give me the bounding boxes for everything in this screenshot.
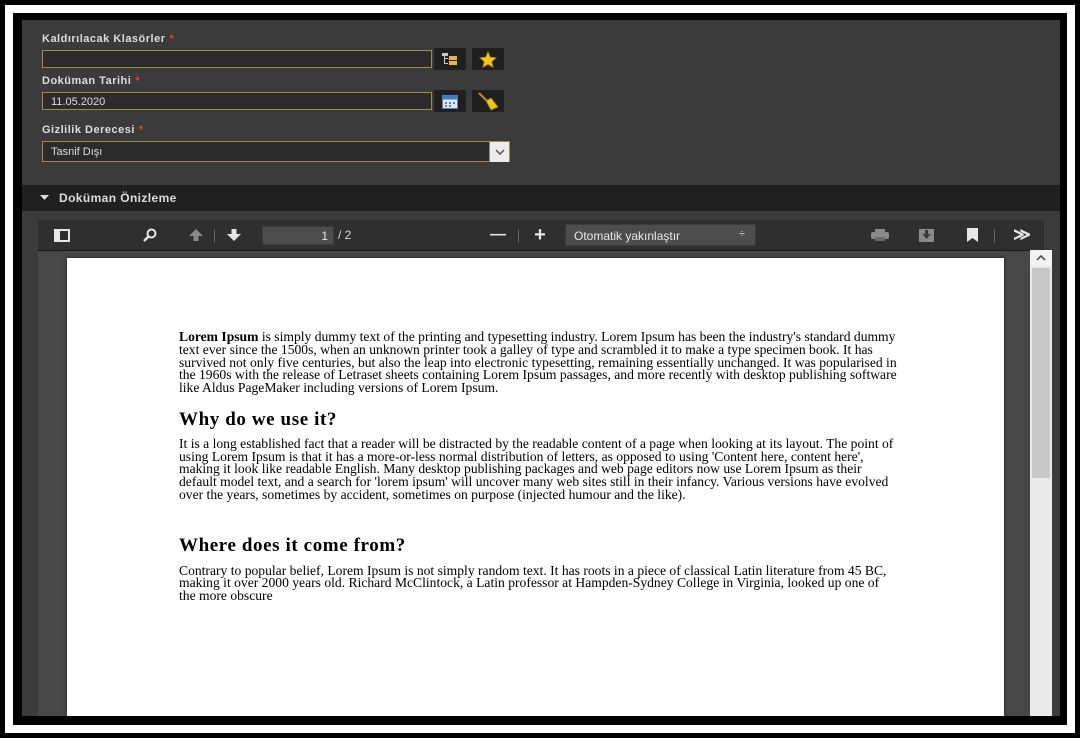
document-form-panel xyxy=(22,20,1060,716)
pdf-viewer xyxy=(38,220,1044,716)
next-page-button[interactable] xyxy=(222,220,246,250)
folder-tree-icon xyxy=(442,52,458,66)
page-number-input[interactable]: 1 xyxy=(262,226,334,245)
chevron-down-icon xyxy=(495,149,505,155)
bookmark-button[interactable] xyxy=(960,220,984,250)
document-content xyxy=(179,331,899,603)
print-button[interactable] xyxy=(868,220,892,250)
toolbar-separator xyxy=(994,229,995,243)
folders-input[interactable] xyxy=(42,50,432,68)
previous-page-button[interactable] xyxy=(184,220,208,250)
privacy-label: Gizlilik Derecesi * xyxy=(42,124,144,136)
broom-icon xyxy=(477,91,499,111)
arrow-down-icon xyxy=(226,228,242,242)
date-input[interactable]: 11.05.2020 xyxy=(42,92,432,110)
paragraph-intro: Lorem Ipsum is simply dummy text of the printing and typesetting industry. Lorem Ipsum has been the industry's standard dummy text ever since the 1500s, when an unknown printer took a galley of type and scrambled it to make a type specimen book. It has survived not only five centuries, but also the leap into electronic typesetting, remaining essentially unchanged. It was popularised in the 1960s with the release of Letraset sheets containing Lorem Ipsum passages, and more recently with desktop publishing software like Aldus PageMaker including versions of Lorem Ipsum. xyxy=(179,329,897,396)
search-icon xyxy=(143,228,157,242)
toolbar-separator xyxy=(214,229,215,243)
sidebar-toggle-button[interactable] xyxy=(50,220,74,250)
privacy-select[interactable]: Tasnif Dışı xyxy=(42,141,510,162)
heading-why: Why do we use it? xyxy=(179,408,337,430)
date-label: Doküman Tarihi * xyxy=(42,75,141,87)
chevron-down-button[interactable] xyxy=(489,142,509,162)
bookmark-icon xyxy=(967,228,978,242)
scroll-up-icon xyxy=(1036,255,1046,261)
star-icon xyxy=(479,51,497,68)
scrollbar-thumb[interactable] xyxy=(1032,268,1050,478)
download-icon xyxy=(919,228,934,242)
folders-label: Kaldırılacak Klasörler * xyxy=(42,33,175,45)
sidebar-toggle-icon xyxy=(54,229,70,242)
calendar-icon xyxy=(442,94,458,109)
zoom-in-button[interactable]: + xyxy=(534,223,546,246)
favorites-button[interactable] xyxy=(472,48,504,70)
toolbar-separator xyxy=(518,229,519,243)
pdf-page xyxy=(67,258,1004,716)
zoom-select[interactable]: Otomatik yakınlaştır ÷ xyxy=(565,224,756,246)
scroll-up-button[interactable] xyxy=(1030,250,1052,266)
folder-tree-button[interactable] xyxy=(434,48,466,70)
preview-section-header[interactable] xyxy=(22,185,1060,211)
select-caret-icon: ÷ xyxy=(738,228,745,240)
paragraph-why: It is a long established fact that a reader will be distracted by the readable content of a page when looking at its layout. The point of using Lorem Ipsum is that it has a more-or-less normal distribution of letters, as opposed to using 'Content here, content here', making it look like readable English. Many desktop publishing packages and web page editors now use Lorem Ipsum as their default model text, and a search for 'lorem ipsum' will uncover many web sites still in their infancy. Various versions have evolved over the years, sometimes by accident, sometimes on purpose (injected humour and the like). xyxy=(179,435,894,502)
find-button[interactable] xyxy=(138,220,162,250)
heading-where: Where does it come from? xyxy=(179,534,406,556)
pdf-toolbar xyxy=(38,220,1044,251)
download-button[interactable] xyxy=(914,220,938,250)
caret-down-icon xyxy=(40,195,49,201)
print-icon xyxy=(871,229,889,241)
preview-section-title: Doküman Önizleme xyxy=(59,191,177,205)
vertical-scrollbar[interactable] xyxy=(1030,250,1052,716)
page-count: / 2 xyxy=(338,228,352,242)
zoom-out-button[interactable]: — xyxy=(490,226,506,243)
paragraph-where: Contrary to popular belief, Lorem Ipsum is not simply random text. It has roots in a piece of classical Latin literature from 45 BC, making it over 2000 years old. Richard McClintock, a Latin professor at Hampden-Sydney College in Virginia, looked up one of the more obscure xyxy=(179,562,887,604)
calendar-button[interactable] xyxy=(434,90,466,112)
more-tools-icon[interactable]: ≫ xyxy=(1013,225,1031,244)
arrow-up-icon xyxy=(188,228,204,242)
clear-date-button[interactable] xyxy=(472,90,504,112)
